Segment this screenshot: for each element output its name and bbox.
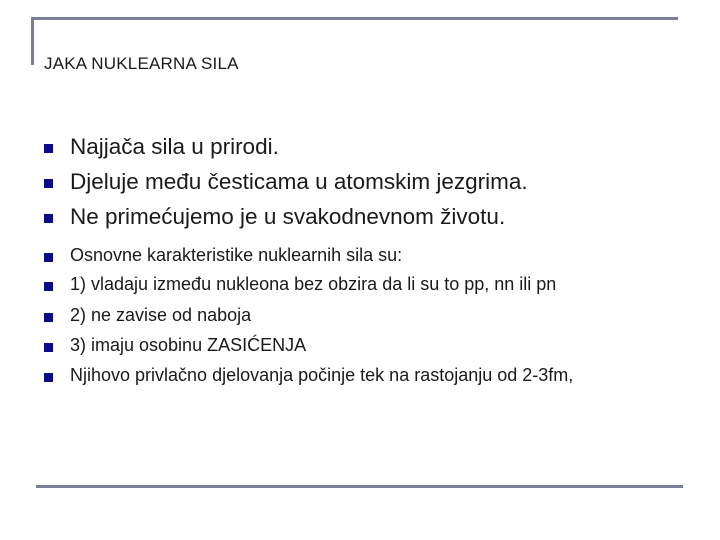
bullet-text: 2) ne zavise od naboja xyxy=(70,305,252,325)
square-bullet-icon xyxy=(44,373,53,382)
bullet-text: 1) vladaju između nukleona bez obzira da li su to pp, nn ili pn xyxy=(70,274,557,294)
square-bullet-icon xyxy=(44,282,53,291)
slide-title: JAKA NUKLEARNA SILA xyxy=(44,54,239,73)
bullet-text: 3) imaju osobinu ZASIĆENJA xyxy=(70,335,307,355)
square-bullet-icon xyxy=(44,253,53,262)
frame-bottom-line xyxy=(36,485,683,488)
bullet-text: Njihovo privlačno djelovanja počinje tek na rastojanju od 2-3fm, xyxy=(70,365,574,385)
bullet-text: Djeluje među česticama u atomskim jezgrima. xyxy=(70,169,528,194)
square-bullet-icon xyxy=(44,179,53,188)
frame-top-line xyxy=(31,17,678,20)
bullet-text: Osnovne karakteristike nuklearnih sila su: xyxy=(70,245,403,265)
square-bullet-icon xyxy=(44,343,53,352)
square-bullet-icon xyxy=(44,214,53,223)
bullet-text: Ne primećujemo je u svakodnevnom životu. xyxy=(70,204,506,229)
square-bullet-icon xyxy=(44,144,53,153)
bullet-text: Najjača sila u prirodi. xyxy=(70,134,279,159)
square-bullet-icon xyxy=(44,313,53,322)
frame-left-line xyxy=(31,17,34,65)
